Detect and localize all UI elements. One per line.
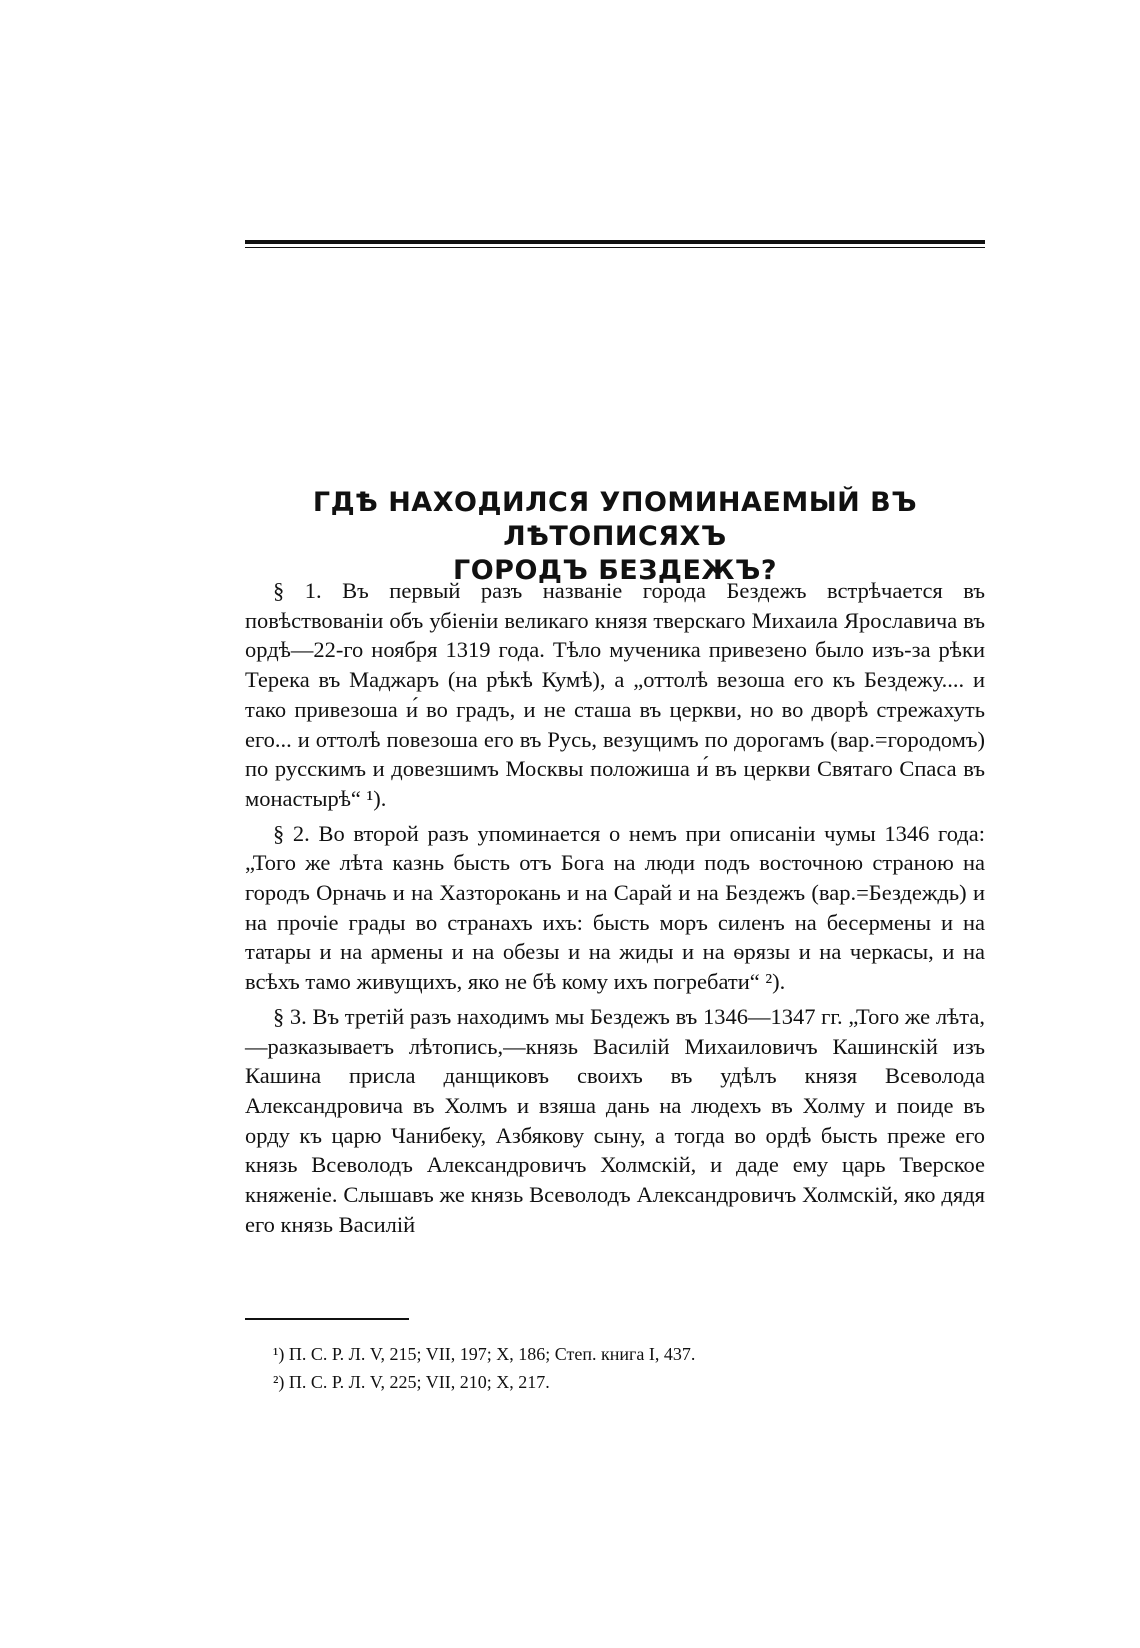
title-line-2: ГОРОДЪ БЕЗДЕЖЪ? xyxy=(453,555,777,586)
paragraph-3: § 3. Въ третій разъ находимъ мы Бездежъ въ 1346—1347 гг. „Того же лѣта,—разказываетъ лѣтопись,—князь Василій Михаиловичъ Кашинскій изъ Кашина присла данщиковъ своихъ въ удѣлъ князя Всеволода Александровича въ Холмъ и взяша дань на людехъ въ Холму и поиде въ орду къ царю Чанибеку, Азбякову сыну, а тогда во ордѣ бысть преже его князь Всеволодъ Александровичъ Холмскій, и даде ему царь Тверское княженіе. Слышавъ же князь Всеволодъ Александровичъ Холмскій, яко дядя его князь Василій xyxy=(245,1003,985,1237)
title-line-1: ГДѢ НАХОДИЛСЯ УПОМИНАЕМЫЙ ВЪ ЛѢТОПИСЯХЪ xyxy=(312,487,918,552)
paragraph-1: § 1. Въ первый разъ названіе города Бездежъ встрѣчается въ повѣствованіи объ убіеніи великаго князя тверскаго Михаила Ярославича въ ордѣ—22-го ноября 1319 года. Тѣло мученика привезено было изъ-за рѣки Терека въ Маджаръ (на рѣкѣ Кумѣ), а „оттолѣ везоша его къ Бездежу.... и тако привезоша и́ во градъ, и не сташа въ церкви, но во дворѣ стрежахуть его... и оттолѣ повезоша его въ Русь, везущимъ по дорогамъ (вар.=городомъ) по русскимъ и довезшимъ Москвы положиша и́ въ церкви Святаго Спаса въ монастырѣ“ ¹). xyxy=(245,578,985,811)
header-rule-thin xyxy=(245,247,985,248)
article-body xyxy=(245,576,985,1244)
paragraph-2: § 2. Во второй разъ упоминается о немъ при описаніи чумы 1346 года: „Того же лѣта казнь бысть отъ Бога на люди подъ восточною страною на городъ Орначь и на Хазторокань и на Сарай и на Бездежъ (вар.=Бездеждь) и на прочіе грады во странахъ ихъ: бысть моръ силенъ на бесермены и на татары и на армены и на обезы и на жиды и на ѳрязы и на черкасы, и на всѣхъ тамо живущихъ, яко не бѣ кому ихъ погребати“ ²). xyxy=(245,820,985,995)
article-title xyxy=(245,486,985,588)
footnotes xyxy=(273,1340,973,1396)
footnote-rule xyxy=(245,1318,409,1320)
header-rule xyxy=(245,240,985,244)
footnote-2: ²) П. С. Р. Л. V, 225; VII, 210; X, 217. xyxy=(273,1372,550,1392)
footnote-1: ¹) П. С. Р. Л. V, 215; VII, 197; X, 186; Степ. книга I, 437. xyxy=(273,1344,696,1364)
